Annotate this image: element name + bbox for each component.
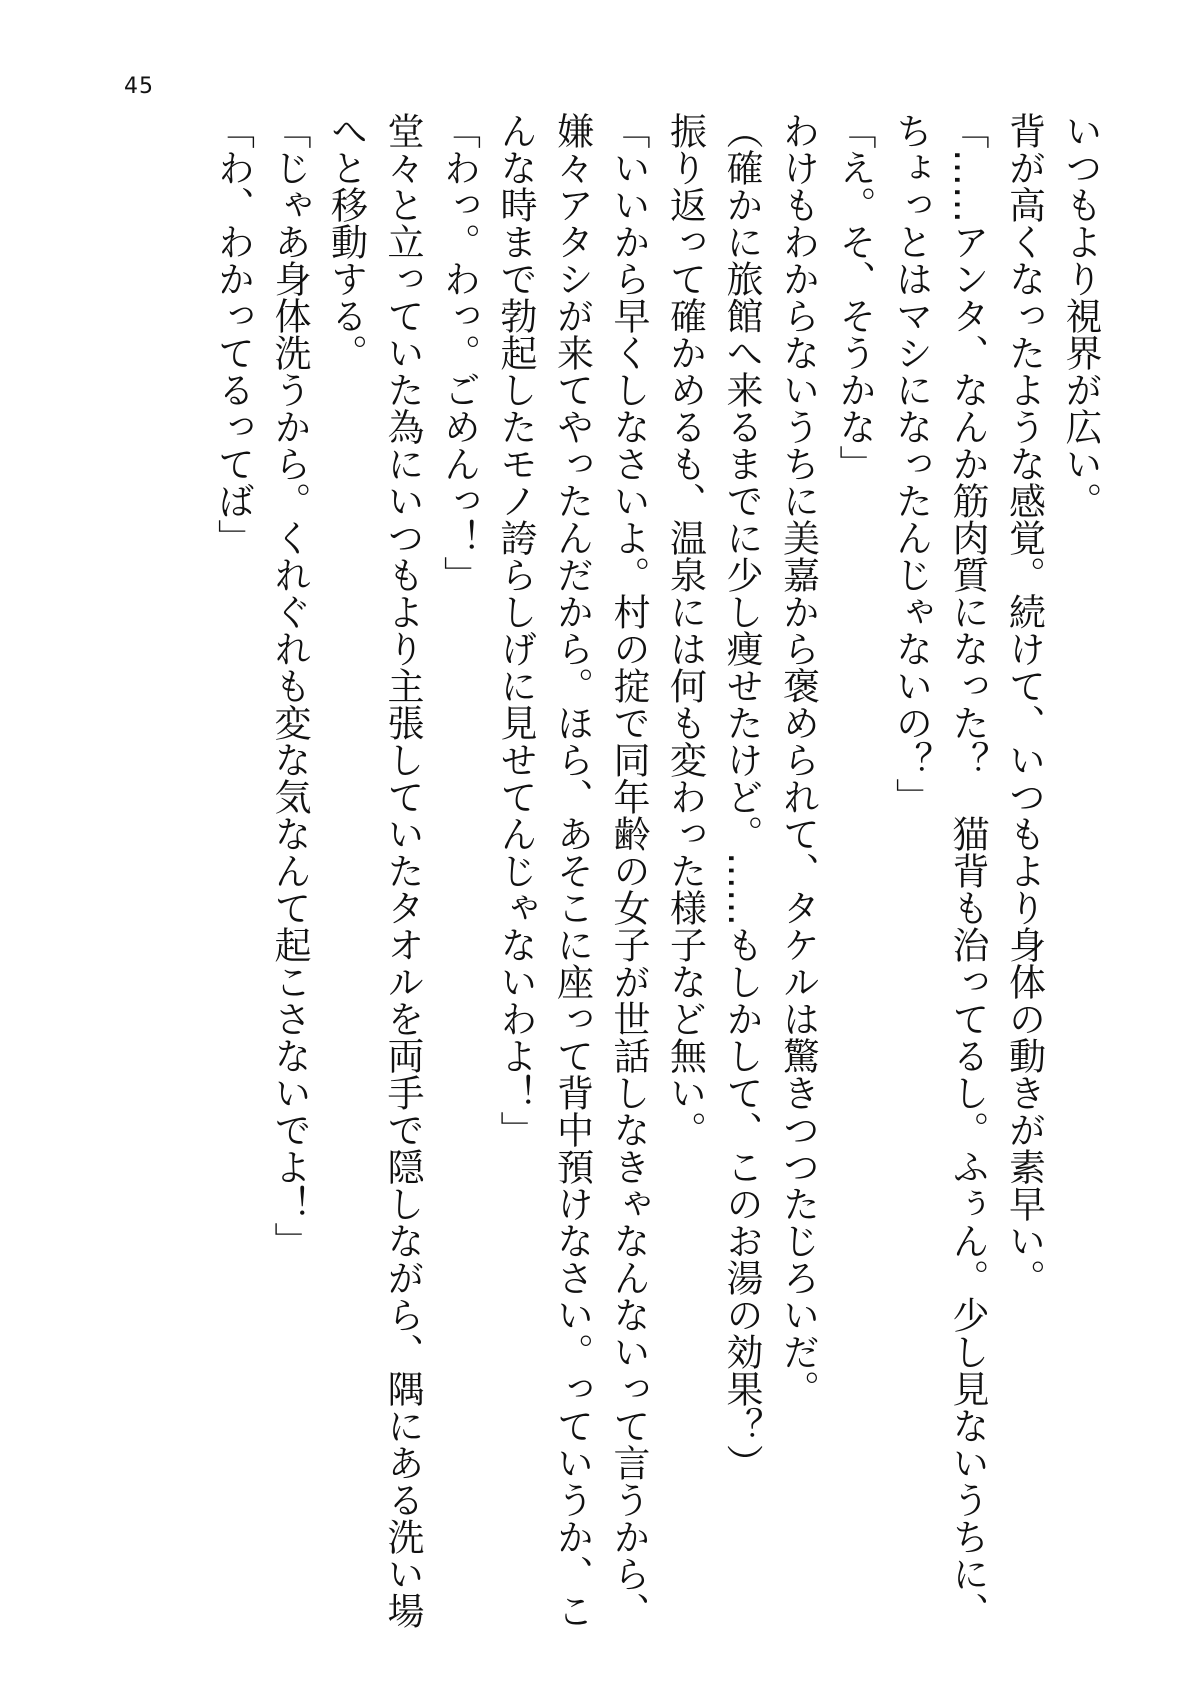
- paragraph: 振り返って確かめるも、温泉には何も変わった様子など無い。: [663, 112, 707, 1148]
- paragraph: 「じゃあ身体洗うから。くれぐれも変な気なんて起こさないでよ！」: [268, 112, 311, 1259]
- paragraph: 「わ、わかってるってば」: [211, 112, 255, 556]
- paragraph: 「え。そ、そうかな」: [833, 112, 876, 482]
- paragraph: 背が高くなったような感覚。続けて、いつもより身体の動きが素早い。: [1002, 112, 1046, 1296]
- paragraph: 堂々と立っていた為にいつもより主張していたタオルを両手で隠しながら、隅にある洗い場へと移動する。: [324, 112, 424, 1629]
- paragraph: わけもわからないうちに美嘉から褒められて、タケルは驚きつつたじろいだ。: [776, 112, 820, 1407]
- paragraph: 「わっ。わっ。ごめんっ！」: [437, 112, 481, 593]
- paragraph: いつもより視界が広い。: [1059, 112, 1102, 519]
- vertical-text-body: [108, 112, 1108, 1652]
- page-number: 45: [124, 74, 154, 99]
- paragraph: 「……アンタ、なんか筋肉質になった？ 猫背も治ってるし。ふぅん。少し見ないうちに、ちょっとはマシになったんじゃないの？」: [889, 112, 989, 1629]
- paragraph: 「いいから早くしなさいよ。村の掟で同年齢の女子が世話しなきゃなんないって言うから、嫌々アタシが来てやったんだから。ほら、あそこに座って背中預けなさい。っていうか、こんな時まで勃起したモノ誇らしげに見せてんじゃないわよ！」: [494, 112, 650, 1629]
- paragraph: （確かに旅館へ来るまでに少し痩せたけど。……もしかして、このお湯の効果？）: [720, 112, 763, 1481]
